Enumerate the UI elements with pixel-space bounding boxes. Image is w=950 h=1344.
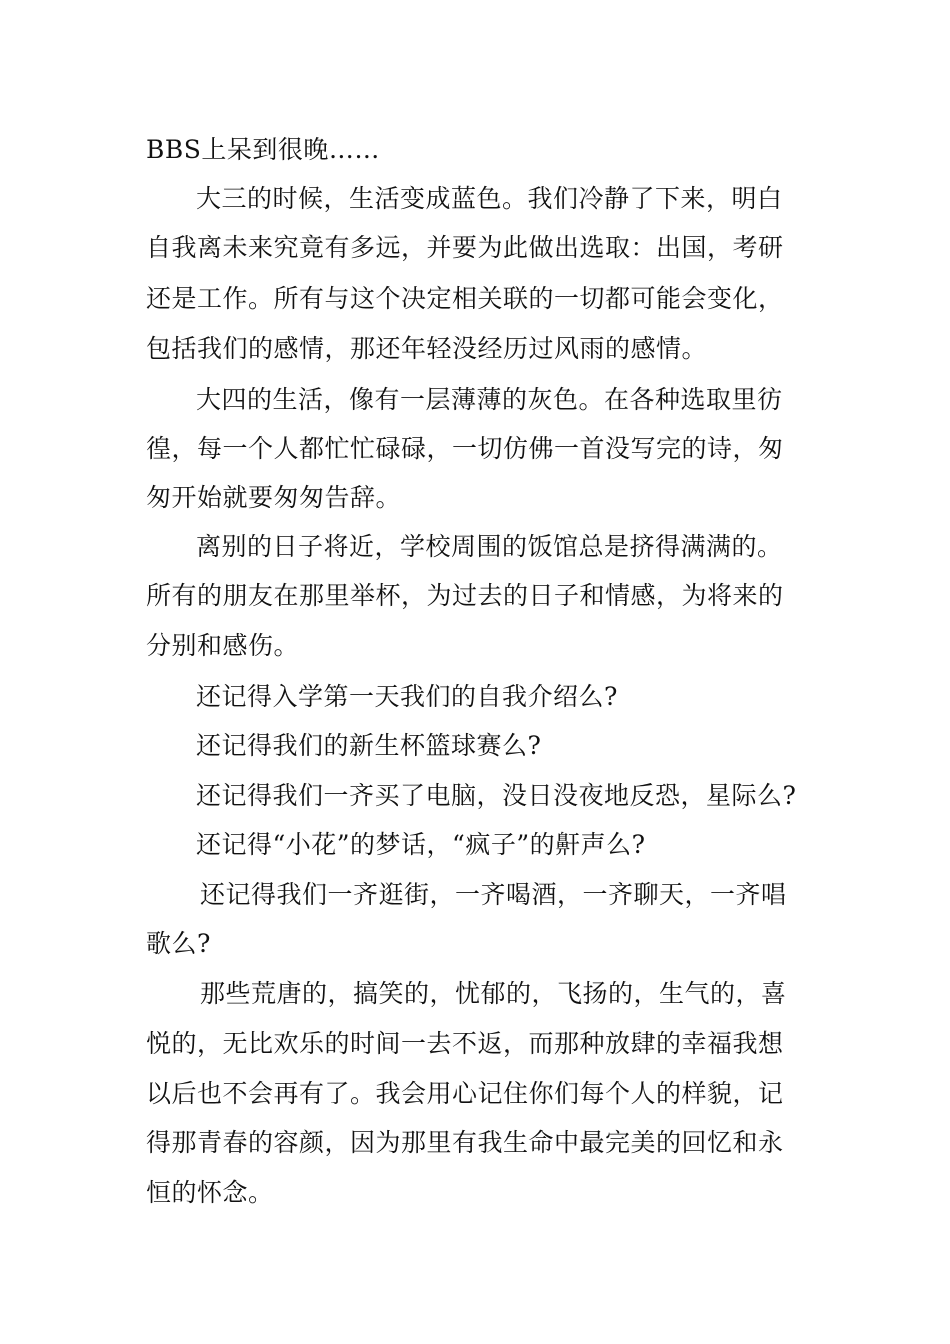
text-line: 还记得我们一齐逛街，一齐喝酒，一齐聊天，一齐唱: [200, 880, 787, 909]
text-line: 悦的，无比欢乐的时间一去不返，而那种放肆的幸福我想: [146, 1029, 784, 1058]
text-line: 还记得“小花”的梦话，“疯子”的鼾声么?: [196, 830, 646, 859]
text-line: 那些荒唐的，搞笑的，忧郁的，飞扬的，生气的，喜: [200, 979, 787, 1008]
text-line: 还记得入学第一天我们的自我介绍么?: [196, 682, 618, 711]
text-line: 还记得我们一齐买了电脑，没日没夜地反恐，星际么?: [196, 781, 797, 810]
text-line: 所有的朋友在那里举杯，为过去的日子和情感，为将来的: [146, 581, 784, 610]
text-line: 徨，每一个人都忙忙碌碌，一切仿佛一首没写完的诗，匆: [146, 434, 784, 463]
text-line: 离别的日子将近，学校周围的饭馆总是挤得满满的。: [196, 532, 783, 561]
text-line: 得那青春的容颜，因为那里有我生命中最完美的回忆和永: [146, 1128, 784, 1157]
text-line: 大三的时候，生活变成蓝色。我们冷静了下来，明白: [196, 184, 783, 213]
text-line: 自我离未来究竟有多远，并要为此做出选取：出国，考研: [146, 233, 784, 262]
text-line: 还记得我们的新生杯篮球赛么?: [196, 731, 542, 760]
text-line: 以后也不会再有了。我会用心记住你们每个人的样貌，记: [146, 1079, 784, 1108]
text-line: 大四的生活，像有一层薄薄的灰色。在各种选取里彷: [196, 385, 783, 414]
text-line: 包括我们的感情，那还年轻没经历过风雨的感情。: [146, 334, 708, 363]
text-line: 分别和感伤。: [146, 631, 300, 660]
text-line: BBS上呆到很晚……: [146, 135, 380, 164]
text-line: 恒的怀念。: [146, 1178, 274, 1207]
text-line: 匆开始就要匆匆告辞。: [146, 483, 402, 512]
text-line: 还是工作。所有与这个决定相关联的一切都可能会变化，: [146, 284, 784, 313]
text-line: 歌么?: [146, 929, 211, 958]
